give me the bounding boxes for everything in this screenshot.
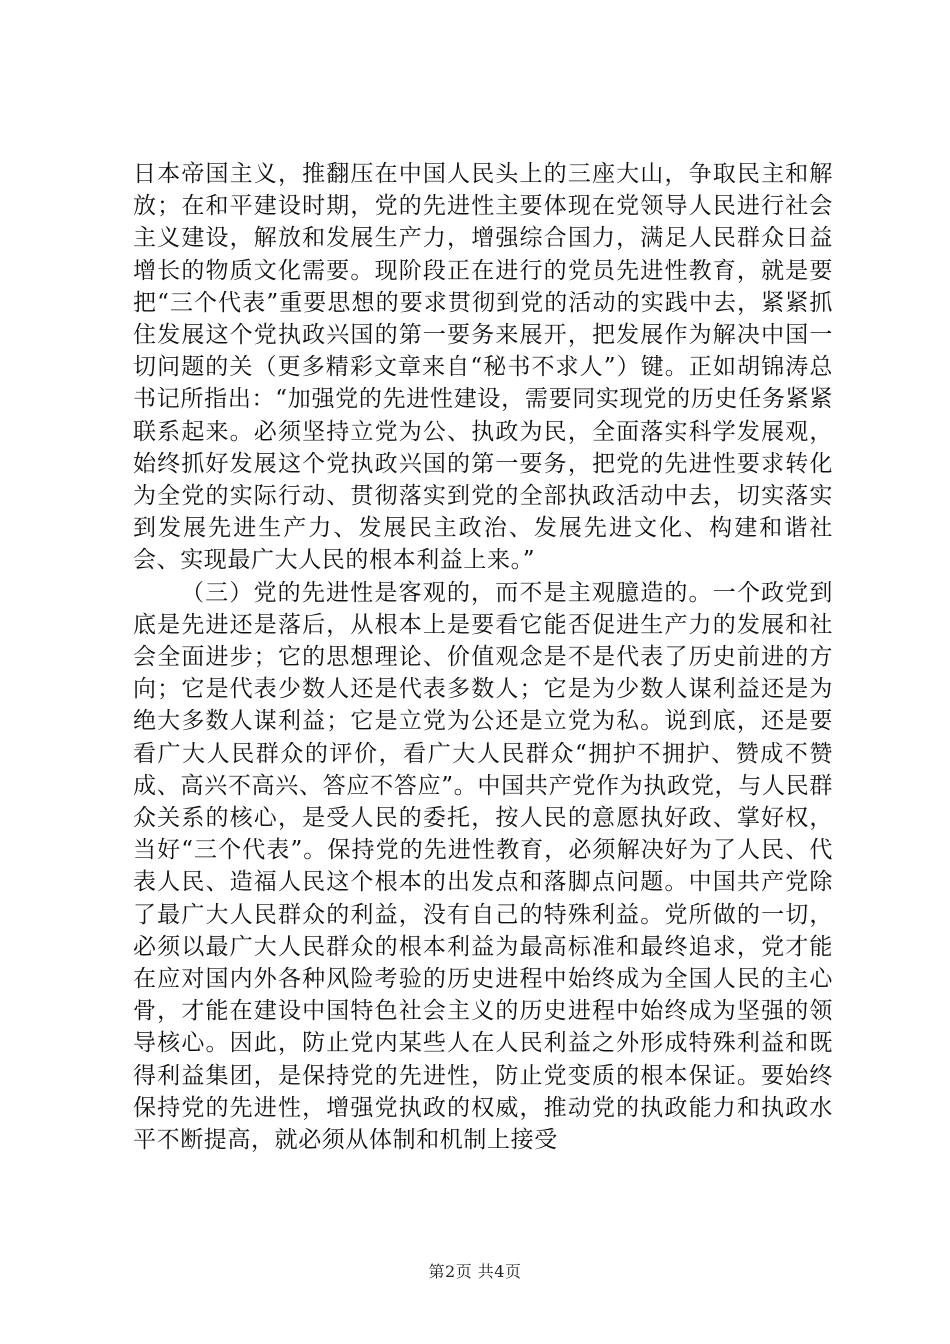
body-paragraph-section-three: （三）党的先进性是客观的，而不是主观臆造的。一个政党到底是先进还是落后，从根本上是要看它能否促进生产力的发展和社会全面进步；它的思想理论、价值观念是不是代表了历史前进的方向；它是代表少数人还是代表多数人；它是为少数人谋利益还是为绝大多数人谋利益；它是立党为公还是立党为私。说到底，还是要看广大人民群众的评价，看广大人民群众“拥护不拥护、赞成不赞成、高兴不高兴、答应不答应”。中国共产党作为执政党，与人民群众关系的核心，是受人民的委托，按人民的意愿执好政、掌好权，当好“三个代表”。保持党的先进性教育，必须解决好为了人民、代表人民、造福人民这个根本的出发点和落脚点问题。中国共产党除了最广大人民群众的利益，没有自己的特殊利益。党所做的一切，必须以最广大人民群众的根本利益为最高标准和最终追求，党才能在应对国内外各种风险考验的历史进程中始终成为全国人民的主心骨，才能在建设中国特色社会主义的历史进程中始终成为坚强的领导核心。因此，防止党内某些人在人民利益之外形成特殊利益和既得利益集团，是保持党的先进性，防止党变质的根本保证。要始终保持党的先进性，增强党执政的权威，推动党的执政能力和执政水平不断提高，就必须从体制和机制上接受 xyxy=(133,579,833,1154)
page-number-footer: 第2页 共4页 xyxy=(428,1262,522,1281)
document-body xyxy=(133,158,833,1156)
body-paragraph-continued: 日本帝国主义，推翻压在中国人民头上的三座大山，争取民主和解放；在和平建设时期，党的先进性主要体现在党领导人民进行社会主义建设，解放和发展生产力，增强综合国力，满足人民群众日益增长的物质文化需要。现阶段正在进行的党员先进性教育，就是要把“三个代表”重要思想的要求贯彻到党的活动的实践中去，紧紧抓住发展这个党执政兴国的第一要务来展开，把发展作为解决中国一切问题的关（更多精彩文章来自“秘书不求人”）键。正如胡锦涛总书记所指出：“加强党的先进性建设，需要同实现党的历史任务紧紧联系起来。必须坚持立党为公、执政为民，全面落实科学发展观，始终抓好发展这个党执政兴国的第一要务，把党的先进性要求转化为全党的实际行动、贯彻落实到党的全部执政活动中去，切实落实到发展先进生产力、发展民主政治、发展先进文化、构建和谐社会、实现最广大人民的根本利益上来。” xyxy=(133,161,833,574)
